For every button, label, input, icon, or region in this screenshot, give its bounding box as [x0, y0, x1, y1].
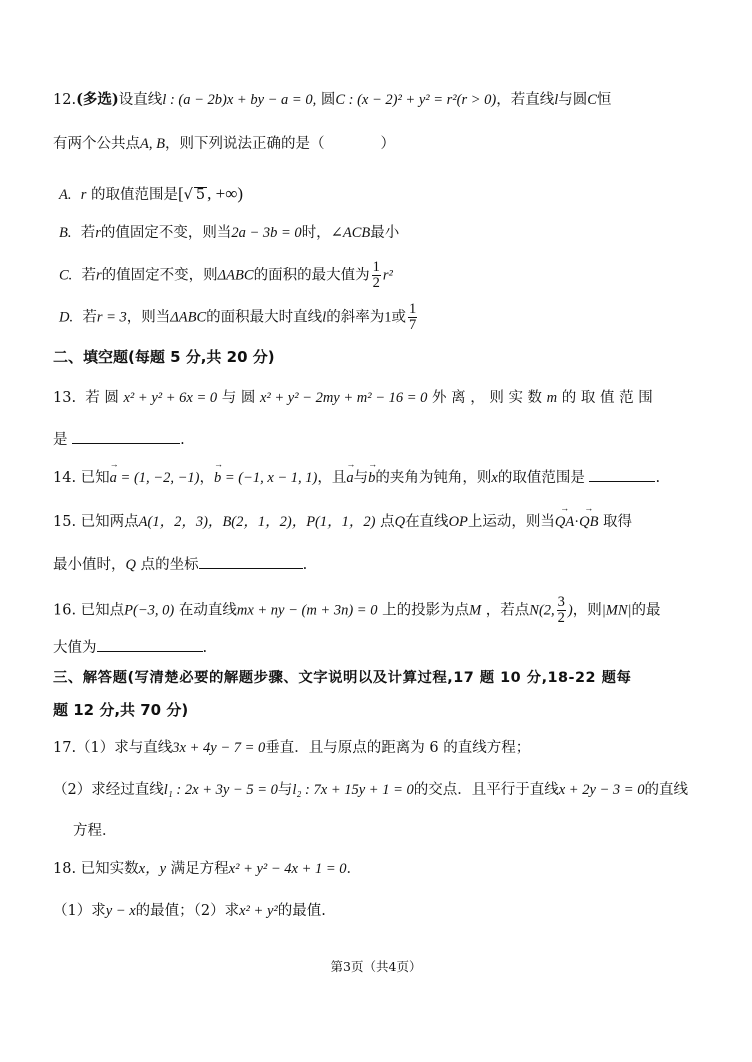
q18-line1: 18. 已知实数x，y 满足方程x² + y² − 4x + 1 = 0． [53, 861, 362, 877]
circle-equation: C : (x − 2)² + y² = r²(r > 0) [335, 92, 497, 108]
answer-blank[interactable] [72, 431, 180, 444]
option-d: D. 若r = 3，则当ΔABC的面积最大时直线l的斜率为1或 $\frac{1}{7}$ [59, 301, 417, 334]
question-number: 12. [53, 92, 77, 108]
q12-line2: 有两个公共点A, B，则下列说法正确的是（ ） [53, 136, 395, 152]
q16-line1: 16. 已知点P(−3, 0) 在动直线mx + ny − (m + 3n) = 0 上的投影为点M ，若点N(2, $\frac{3}{2}$ )，则|MN|的最 [53, 594, 661, 627]
q17-part2: （2）求经过直线l₁ : 2x + 3y − 5 = 0与l₂ : 7x + 15y + 1 = 0的交点．且平行于直线x + 2y − 3 = 0的直线 [53, 782, 688, 798]
q14-line: 14. 已知a → = (1, −2, −1)，b → = (−1, x − 1, 1)，且a →与b →的夹角为钝角，则x的取值范围是 . [53, 469, 660, 486]
answer-blank[interactable] [589, 469, 655, 482]
option-a: A. r 的取值范围是[√ 5 , +∞) [59, 184, 243, 203]
q16-line2: 大值为 . [53, 640, 208, 656]
option-c: C. 若r的值固定不变，则ΔABC的面积的最大值为 $\frac{1}{2}$ r² [59, 259, 393, 292]
option-b: B. 若r的值固定不变，则当2a − 3b = 0时，∠ACB最小 [59, 225, 400, 241]
q15-line1: 15. 已知两点A(1，2，3)，B(2，1，2)，P(1，1，2) 点Q在直线OP上运动，则当QA →·QB → 取得 [53, 515, 632, 530]
q12-line1: 12.(多选)设直线l : (a − 2b)x + by − a = 0, 圆C : (x − 2)² + y² = r²(r > 0)，若直线l与圆C恒 [53, 91, 612, 108]
answer-blank[interactable] [97, 639, 203, 652]
q17-part1: 17.（1）求与直线3x + 4y − 7 = 0垂直．且与原点的距离为 6 的直线方程； [53, 740, 531, 756]
answer-blank[interactable] [199, 556, 303, 569]
q15-line2: 最小值时，Q 点的坐标 . [53, 557, 308, 573]
line-equation: l : (a − 2b)x + by − a = 0, [162, 92, 317, 108]
q18-line2: （1）求y − x的最值；（2）求x² + y²的最值. [53, 903, 326, 919]
page-footer: 第3页（共4页） [330, 959, 422, 974]
section-heading-problems: 三、解答题(写清楚必要的解题步骤、文字说明以及计算过程,17 题 10 分,18-22 题每 [53, 670, 632, 686]
q13-line2: 是 . [53, 432, 185, 448]
section-heading-fill-in: 二、填空题(每题 5 分,共 20 分) [53, 348, 275, 366]
q13-line1: 13. 若 圆 x² + y² + 6x = 0 与 圆 x² + y² − 2my + m² − 16 = 0 外 离 ， 则 实 数 m 的 取 值 范 围 [53, 390, 653, 406]
q17-part2-cont: 方程． [73, 823, 117, 839]
multi-select-tag: (多选) [76, 91, 119, 108]
section-heading-problems-cont: 题 12 分,共 70 分) [53, 701, 189, 719]
